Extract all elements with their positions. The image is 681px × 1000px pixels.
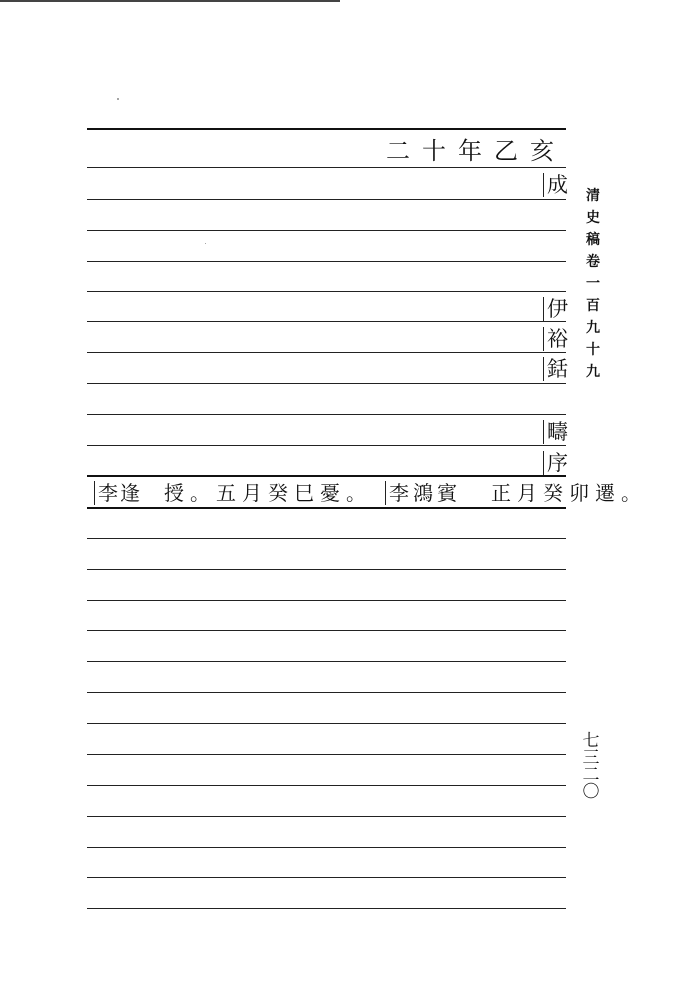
page-number-char: 二 <box>582 765 600 785</box>
table-rule <box>87 383 566 384</box>
table-cell: 裕 <box>543 327 568 351</box>
table-rule <box>87 352 566 353</box>
table-rule <box>87 816 566 817</box>
table-rule <box>87 723 566 724</box>
table-rule <box>87 507 566 509</box>
record-text: 授。五月癸巳憂。 <box>164 481 372 505</box>
title-char: 百 <box>586 298 600 314</box>
table-rule <box>87 291 566 292</box>
main-row-text <box>94 481 647 507</box>
table-rule-bottom <box>87 908 566 909</box>
table-rule <box>87 847 566 848</box>
table-rule <box>87 600 566 601</box>
table-rule <box>87 414 566 415</box>
page-number-char: 七 <box>582 731 600 751</box>
table-rule <box>87 167 566 168</box>
table-rule <box>87 475 566 477</box>
title-char: 九 <box>586 320 600 336</box>
person-name: 李逢 <box>94 481 142 505</box>
table-rule <box>87 538 566 539</box>
table-rule <box>87 877 566 878</box>
table-rule <box>87 445 566 446</box>
table-rule <box>87 630 566 631</box>
table-cell: 銛 <box>543 357 568 381</box>
title-char: 卷 <box>586 254 600 270</box>
table-rule <box>87 230 566 231</box>
table-rule <box>87 692 566 693</box>
table-rule <box>87 785 566 786</box>
table-cell: 伊 <box>543 297 568 321</box>
title-char: 稿 <box>586 232 600 248</box>
title-char: 十 <box>586 342 600 358</box>
table-rule <box>87 569 566 570</box>
table-rule <box>87 199 566 200</box>
title-char: 九 <box>586 364 600 380</box>
title-char: 清 <box>586 188 600 204</box>
table-rule <box>87 754 566 755</box>
title-char: 史 <box>586 210 600 226</box>
table-rule-top <box>87 128 566 130</box>
table-cell: 成 <box>543 173 568 197</box>
table-rule <box>87 261 566 262</box>
scan-speck <box>117 98 119 100</box>
scan-speck <box>205 243 206 244</box>
page-number-vertical <box>579 733 603 801</box>
table-cell: 序 <box>543 451 568 475</box>
page-number-char: 〇 <box>582 782 600 802</box>
person-name: 李鴻賓 <box>385 481 461 505</box>
page-number-char: 三 <box>582 748 600 768</box>
table-cell: 疇 <box>543 420 568 444</box>
table-rule <box>87 321 566 322</box>
year-label: 二十年乙亥 <box>386 137 566 165</box>
title-char: 一 <box>586 276 600 292</box>
record-text: 正月癸卯遷。 <box>491 481 647 505</box>
book-title-vertical <box>583 185 603 383</box>
table-rule <box>87 661 566 662</box>
scan-top-edge <box>0 0 340 2</box>
